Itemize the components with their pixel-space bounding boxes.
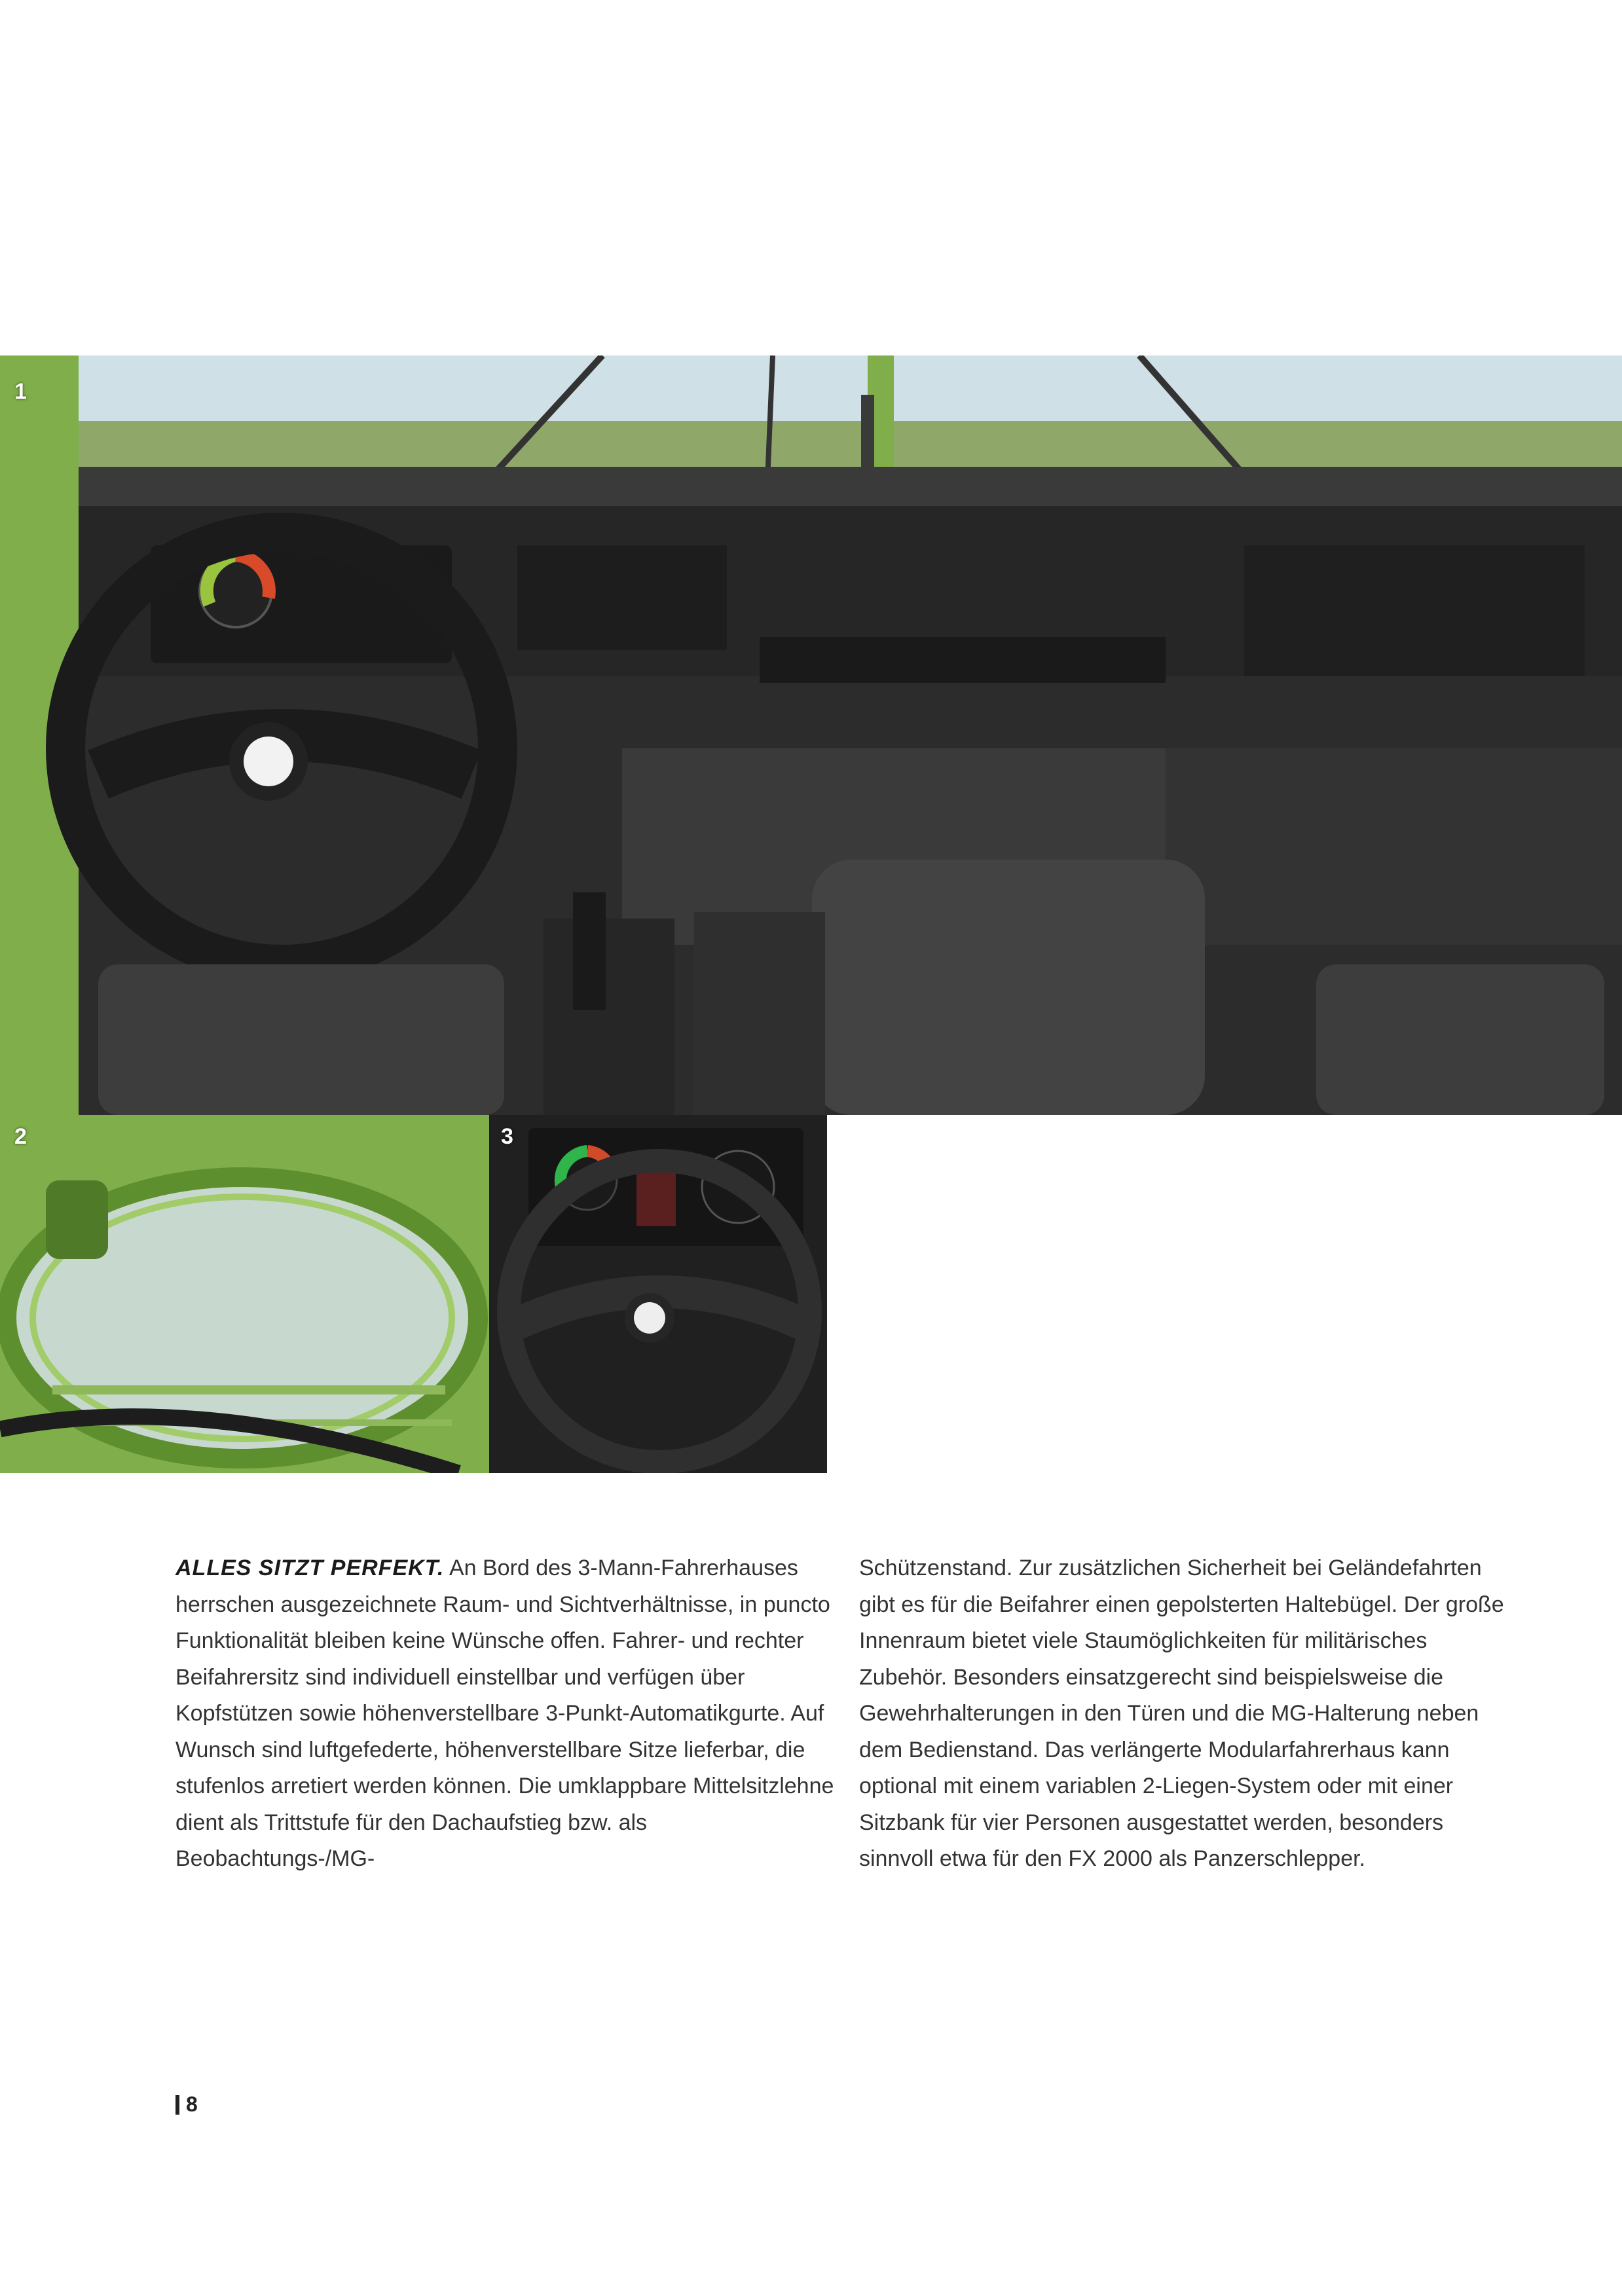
body-text-right: Schützenstand. Zur zusätzlichen Sicherheit bei Geländefahrten gibt es für die Beifahrer einen gepolsterten Haltebügel. Der große Innenraum bietet viele Staumöglichkeiten für militärisches Zubehör. Besonders einsatzgerecht sind beispielsweise die Gewehrhalterungen in den Türen und die MG-Halterung neben dem Bedienstand. Das verlängerte Modularfahrerhaus kann optional mit einem variablen 2-Liegen-System oder mit einer Sitzbank für vier Personen ausgestattet werden, besonders sinnvoll etwa für den FX 2000 als Panzerschlepper. [859,1556,1504,1871]
page-number-bar [175,2095,179,2115]
instrument-panel-photo [489,1115,827,1473]
paragraph-left [175,1550,837,1878]
photo-number-2: 2 [14,1124,27,1149]
cab-interior-photo [0,355,1622,1115]
photo-number-1: 1 [14,379,27,404]
page-number-value: 8 [186,2092,198,2116]
headline: ALLES SITZT PERFEKT. [175,1556,445,1580]
roof-hatch-illustration [0,1115,489,1473]
roof-hatch-photo [0,1115,489,1473]
instrument-panel-illustration [489,1115,827,1473]
cab-interior-illustration [0,355,1622,1115]
text-column-left [175,1550,837,1878]
body-text-left: An Bord des 3-Mann-Fahrerhauses herrschen ausgezeichnete Raum- und Sichtverhältnisse, in puncto Funktionalität bleiben keine Wünsche offen. Fahrer- und rechter Beifahrersitz sind individuell einstellbar und verfügen über Kopfstützen sowie höhenverstellbare 3-Punkt-Automatikgurte. Auf Wunsch sind luftgefederte, höhenverstellbare Sitze lieferbar, die stufenlos arretiert werden können. Die umklappbare Mittelsitzlehne dient als Trittstufe für den Dachaufstieg bzw. als Beobachtungs-/MG- [175,1556,834,1871]
text-column-right [859,1550,1521,1878]
page-number [175,2092,198,2117]
photo-number-3: 3 [501,1124,513,1149]
